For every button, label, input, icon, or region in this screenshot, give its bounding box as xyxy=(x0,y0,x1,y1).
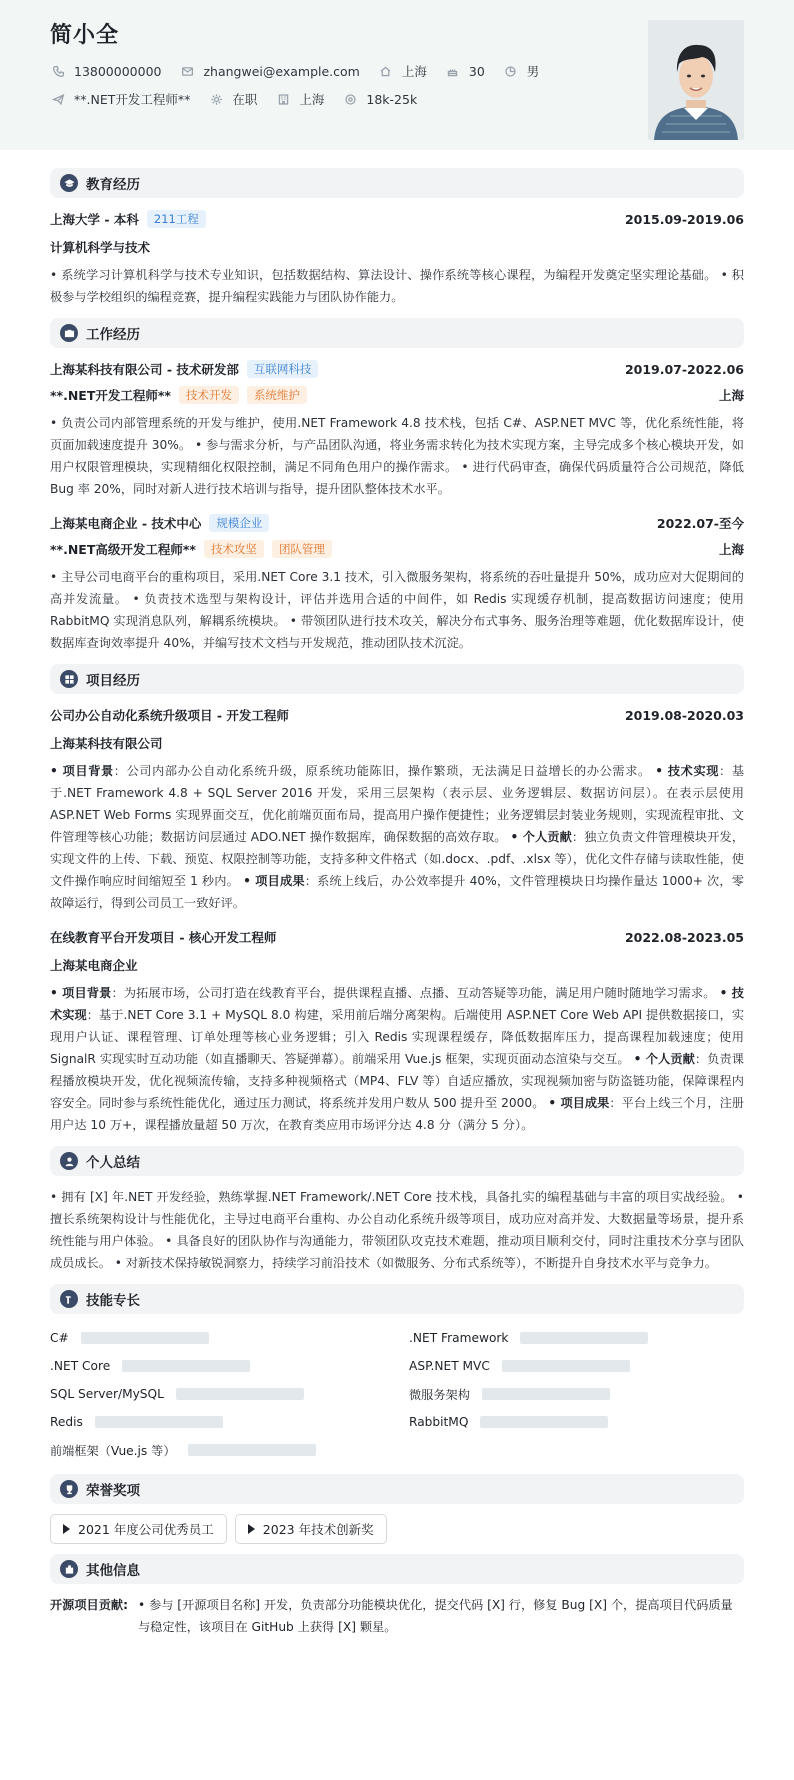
skill-name: 微服务架构 xyxy=(409,1387,470,1402)
other-heading xyxy=(50,1554,744,1584)
location-item xyxy=(378,62,427,80)
grid-icon xyxy=(60,670,78,688)
part-label: • 个人贡献 xyxy=(510,830,572,844)
skill-item xyxy=(50,1408,385,1436)
part-text: ：基于.NET Core 3.1 + MySQL 8.0 构建，采用前后端分离架构。后端使用 ASP.NET Core Web API 提供数据接口，实现用户认证、课程管理、订单处理等核心业务逻辑；引入 Redis 实现课程缓存，降低数据库压力，提高课程加载速度；使用 SignalR 实现实时互动功能（如直播聊天、答疑弹幕）。前端采用 Vue.js 框架，实现页面动态渲染与交互。 xyxy=(50,1008,745,1066)
skill-item xyxy=(50,1436,385,1464)
work-date: 2019.07-2022.06 xyxy=(624,361,744,377)
company-name: 上海某电商企业 - 技术中心 xyxy=(50,516,202,531)
skill-bar xyxy=(81,1332,209,1344)
status-item xyxy=(208,90,257,108)
part-text: ：为拓展市场，公司打造在线教育平台，提供课程直播、点播、互动答疑等功能，满足用户随时随地学习需求。 xyxy=(111,986,720,1000)
award-item xyxy=(235,1514,387,1544)
other-section xyxy=(50,1554,744,1638)
part-label: • 项目背景 xyxy=(50,986,112,1000)
project-entry xyxy=(50,706,744,914)
building-icon xyxy=(275,91,291,107)
school-name: 上海大学 - 本科 xyxy=(50,212,139,227)
skill-item xyxy=(50,1352,385,1380)
part-label: • 个人贡献 xyxy=(633,1052,695,1066)
send-icon xyxy=(50,91,66,107)
phone-text: 13800000000 xyxy=(74,63,162,79)
skill-item xyxy=(50,1324,385,1352)
home-icon xyxy=(378,63,394,79)
role-tag: 技术开发 xyxy=(179,386,239,404)
skill-name: 前端框架（Vue.js 等） xyxy=(50,1443,176,1458)
work-entry xyxy=(50,514,744,654)
badge-icon xyxy=(60,1560,78,1578)
honors-section xyxy=(50,1474,744,1544)
gear-icon xyxy=(208,91,224,107)
skill-item xyxy=(409,1380,744,1408)
work-city: 上海 xyxy=(718,388,744,403)
part-text: ：系统上线后，办公效率提升 40%，文件管理模块日均操作量达 1000+ 次，零故障运行，得到公司员工一致好评。 xyxy=(50,874,744,910)
user-icon xyxy=(60,1152,78,1170)
skill-name: C# xyxy=(50,1331,69,1345)
skill-bar xyxy=(188,1444,316,1456)
part-text: ：基于.NET Framework 4.8 + SQL Server 2016 开发，采用三层架构（表示层、业务逻辑层、数据访问层）。在表示层使用 ASP.NET Web Forms 实现界面交互，优化前端页面布局，提高用户操作便捷性；业务逻辑层封装业务规则，实现流程审批、文件管理等核心功能；数据访问层通过 ADO.NET 操作数据库，确保数据的高效存取。 xyxy=(50,764,745,844)
skill-item xyxy=(409,1352,744,1380)
education-section xyxy=(50,168,744,308)
work-desc: • 负责公司内部管理系统的开发与维护，使用.NET Framework 4.8 技术栈，包括 C#、ASP.NET MVC 等，优化系统性能，将页面加载速度提升 30%。 • 参与需求分析，与产品团队沟通，将业务需求转化为技术实现方案，主导完成多个核心模块开发，如用户权限管理模块，实现精细化权限控制，满足不同角色用户的操作需求。 • 进行代码审查，确保代码质量符合公司规范，降低 Bug 率 20%，同时对新人进行技术培训与指导，提升团队整体技术水平。 xyxy=(50,416,744,496)
project-name: 公司办公自动化系统升级项目 - 开发工程师 xyxy=(50,708,289,723)
phone-icon xyxy=(50,63,66,79)
school-title xyxy=(50,210,206,228)
skill-name: SQL Server/MySQL xyxy=(50,1387,164,1401)
skills-section xyxy=(50,1284,744,1464)
education-date: 2015.09-2019.06 xyxy=(624,211,744,227)
resume-body xyxy=(0,150,794,1638)
role-tag: 团队管理 xyxy=(272,540,332,558)
project-org: 上海某科技有限公司 xyxy=(50,736,163,751)
other-text: • 参与 [开源项目名称] 开发，负责部分功能模块优化，提交代码 [X] 行，修复 Bug [X] 个，提高项目代码质量与稳定性，该项目在 GitHub 上获得 [X] 颗星。 xyxy=(138,1598,733,1634)
company-name: 上海某科技有限公司 - 技术研发部 xyxy=(50,362,239,377)
skill-item xyxy=(50,1380,385,1408)
major-name: 计算机科学与技术 xyxy=(50,240,151,255)
skills-heading xyxy=(50,1284,744,1314)
section-title: 个人总结 xyxy=(86,1155,140,1171)
honors-heading xyxy=(50,1474,744,1504)
part-text: ：公司内部办公自动化系统升级，原系统功能陈旧，操作繁琐，无法满足日益增长的办公需求。 xyxy=(113,764,656,778)
age-item xyxy=(445,63,485,79)
status-text: 在职 xyxy=(232,92,258,107)
email-item xyxy=(179,63,359,79)
work-section xyxy=(50,318,744,654)
work-heading xyxy=(50,318,744,348)
skill-item xyxy=(409,1408,744,1436)
award-label: 2023 年技术创新奖 xyxy=(262,1522,374,1537)
part-text: ：平台上线三个月，注册用户达 10 万+，课程播放量超 50 万次，在教育类应用市场评分达 4.8 分（满分 5 分）。 xyxy=(50,1096,744,1132)
salary-text: 18k-25k xyxy=(366,91,418,107)
skill-bar xyxy=(520,1332,648,1344)
part-text: ：独立负责文件管理模块开发，实现文件的上传、下载、预览、权限控制等功能，支持多种文件格式（如.docx、.pdf、.xlsx 等），优化文件存储与读取性能，使文件操作响应时间缩短至 1 秒内。 xyxy=(50,830,745,888)
graduation-cap-icon xyxy=(60,174,78,192)
work-role-row xyxy=(50,540,744,558)
trophy-icon xyxy=(60,1480,78,1498)
education-heading xyxy=(50,168,744,198)
skill-bar xyxy=(95,1416,223,1428)
project-org: 上海某电商企业 xyxy=(50,958,138,973)
skill-name: .NET Core xyxy=(50,1359,111,1373)
age-text: 30 xyxy=(468,63,485,79)
company-tag: 规模企业 xyxy=(209,514,269,532)
skill-bar xyxy=(502,1360,630,1372)
other-row xyxy=(50,1594,744,1638)
role-title xyxy=(50,540,332,558)
age-icon xyxy=(445,63,461,79)
email-text: zhangwei@example.com xyxy=(203,63,360,79)
job-title-text: **.NET开发工程师** xyxy=(74,92,191,107)
skill-name: RabbitMQ xyxy=(409,1415,469,1429)
summary-heading xyxy=(50,1146,744,1176)
skill-name: .NET Framework xyxy=(409,1331,509,1345)
part-label: • 技术实现 xyxy=(655,764,720,778)
job-row xyxy=(50,89,744,109)
part-label: • 项目成果 xyxy=(548,1096,610,1110)
school-tag: 211工程 xyxy=(147,210,206,228)
section-title: 荣誉奖项 xyxy=(86,1483,140,1499)
part-label: • 技术实现 xyxy=(50,986,744,1022)
salary-item xyxy=(342,91,417,107)
summary-section xyxy=(50,1146,744,1274)
project-desc xyxy=(50,760,744,914)
work-company-row xyxy=(50,360,744,378)
project-name: 在线教育平台开发项目 - 核心开发工程师 xyxy=(50,930,277,945)
target-city-item xyxy=(275,90,324,108)
work-company-row xyxy=(50,514,744,532)
mail-icon xyxy=(179,63,195,79)
education-desc: • 系统学习计算机科学与技术专业知识，包括数据结构、算法设计、操作系统等核心课程，为编程开发奠定坚实理论基础。 • 积极参与学校组织的编程竞赛，提升编程实践能力与团队协作能力。 xyxy=(50,268,744,304)
play-icon xyxy=(63,1524,70,1534)
phone-item xyxy=(50,63,161,79)
skill-bar xyxy=(176,1388,304,1400)
resume-header xyxy=(0,0,794,150)
project-desc xyxy=(50,982,744,1136)
play-icon xyxy=(248,1524,255,1534)
section-title: 技能专长 xyxy=(86,1293,140,1309)
award-label: 2021 年度公司优秀员工 xyxy=(78,1522,214,1537)
section-title: 其他信息 xyxy=(86,1563,140,1579)
gender-icon xyxy=(503,63,519,79)
gender-text: 男 xyxy=(526,64,540,79)
skill-name: Redis xyxy=(50,1415,83,1429)
project-row xyxy=(50,706,744,724)
work-desc: • 主导公司电商平台的重构项目，采用.NET Core 3.1 技术，引入微服务架构，将系统的吞吐量提升 50%，成功应对大促期间的高并发流量。 • 负责技术选型与架构设计，评估并选用合适的中间件，如 Redis 实现缓存机制，提高数据访问速度；使用 RabbitMQ 实现消息队列，解耦系统模块。 • 带领团队进行技术攻关，解决分布式事务、服务治理等难题，优化数据库设计，使数据库查询效率提升 40%，并编写技术文档与开发规范，推动团队技术沉淀。 xyxy=(50,570,744,650)
skills-grid xyxy=(50,1324,744,1464)
project-date: 2022.08-2023.05 xyxy=(624,929,744,945)
section-title: 工作经历 xyxy=(86,327,140,343)
location-text: 上海 xyxy=(401,64,427,79)
target-city-text: 上海 xyxy=(299,92,325,107)
job-title-item xyxy=(50,90,190,108)
company-title xyxy=(50,514,269,532)
section-title: 项目经历 xyxy=(86,673,140,689)
education-row xyxy=(50,210,744,228)
skill-bar xyxy=(122,1360,250,1372)
award-item xyxy=(50,1514,227,1544)
skill-name: ASP.NET MVC xyxy=(409,1359,490,1373)
work-date: 2022.07-至今 xyxy=(656,516,744,531)
role-tag: 系统维护 xyxy=(247,386,307,404)
hammer-icon xyxy=(60,1290,78,1308)
part-text: ：负责课程播放模块开发，优化视频流传输，支持多种视频格式（MP4、FLV 等）自适应播放，实现视频加密与防盗链功能，保障课程内容安全。同时参与系统性能优化，通过压力测试，将系统并发用户数从 500 提升至 2000。 xyxy=(50,1052,744,1110)
role-tag: 技术攻坚 xyxy=(204,540,264,558)
project-row xyxy=(50,928,744,946)
summary-text: • 拥有 [X] 年.NET 开发经验，熟练掌握.NET Framework/.NET Core 技术栈，具备扎实的编程基础与丰富的项目实战经验。 • 擅长系统架构设计与性能优化，主导过电商平台重构、办公自动化系统升级等项目，成功应对高并发、大数据量等场景，提升系统性能与用户体验。 • 具备良好的团队协作与沟通能力，带领团队攻克技术难题，推动项目顺利交付，同时注重技术分享与团队成员成长。 • 对新技术保持敏锐洞察力，持续学习前沿技术（如微服务、分布式系统等），不断提升自身技术水平与竞争力。 xyxy=(50,1190,744,1270)
section-title: 教育经历 xyxy=(86,177,140,193)
coin-icon xyxy=(342,91,358,107)
projects-heading xyxy=(50,664,744,694)
part-label: • 项目背景 xyxy=(50,764,114,778)
part-label: • 项目成果 xyxy=(243,874,305,888)
gender-item xyxy=(503,62,540,80)
company-tag: 互联网科技 xyxy=(247,360,319,378)
role-title xyxy=(50,386,307,404)
projects-section xyxy=(50,664,744,1136)
awards-list xyxy=(50,1514,744,1544)
skill-bar xyxy=(482,1388,610,1400)
work-city: 上海 xyxy=(718,542,744,557)
skill-bar xyxy=(480,1416,608,1428)
role-name: **.NET高级开发工程师** xyxy=(50,542,196,557)
candidate-name: 简小全 xyxy=(50,23,120,48)
work-role-row xyxy=(50,386,744,404)
work-entry xyxy=(50,360,744,500)
profile-photo xyxy=(648,20,744,140)
briefcase-icon xyxy=(60,324,78,342)
role-name: **.NET开发工程师** xyxy=(50,388,171,403)
other-label: 开源项目贡献: xyxy=(50,1598,128,1612)
company-title xyxy=(50,360,318,378)
skill-item xyxy=(409,1324,744,1352)
project-date: 2019.08-2020.03 xyxy=(624,707,744,723)
project-entry xyxy=(50,928,744,1136)
contact-row xyxy=(50,61,744,81)
